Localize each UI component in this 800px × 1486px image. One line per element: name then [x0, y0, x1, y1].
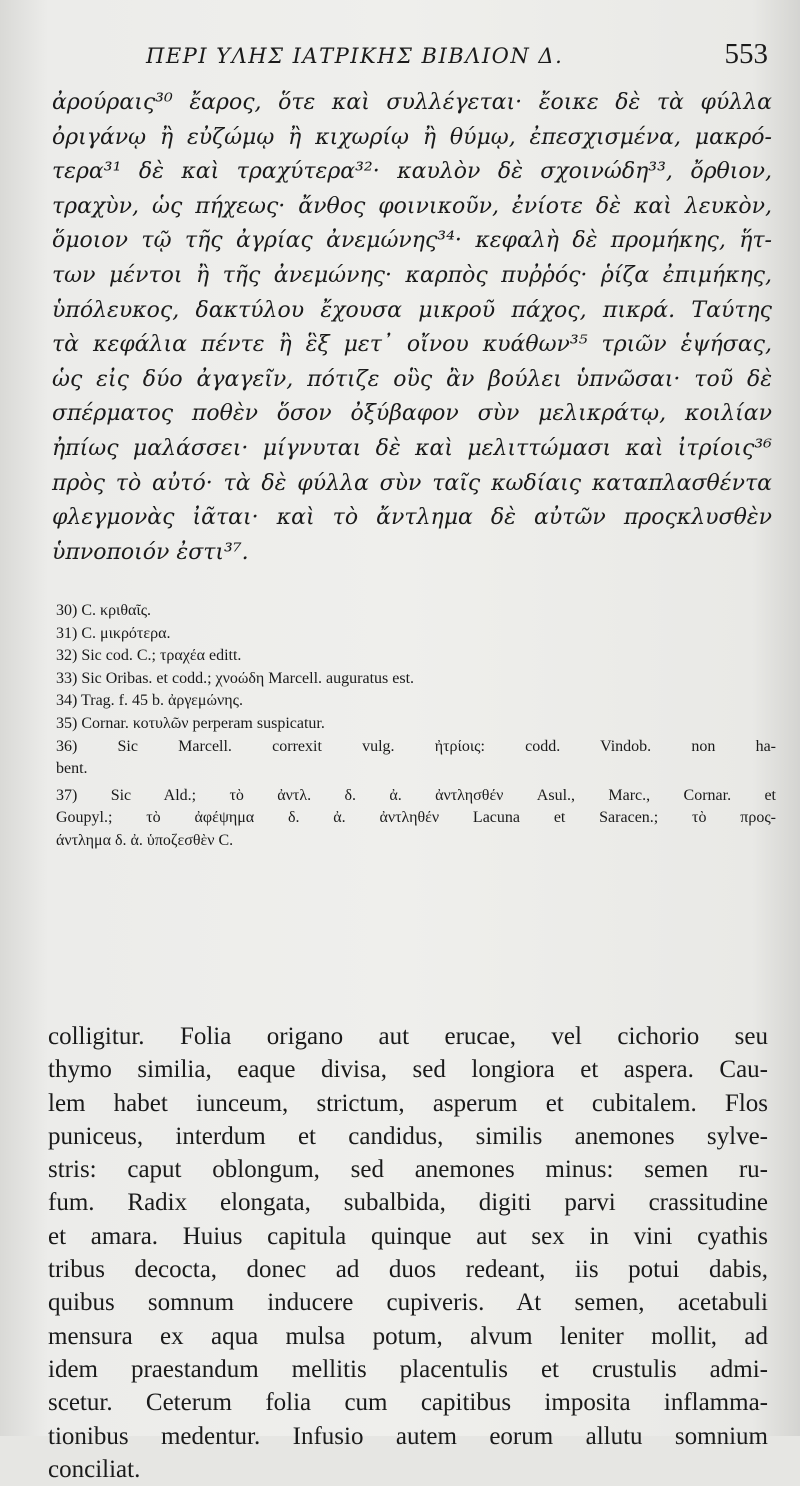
greek-line: ἠπίως μαλάσσει· μίγνυται δὲ καὶ μελιττώμασι καὶ ἰτρίοις³⁶ — [52, 435, 772, 461]
greek-line: τραχὺν, ὡς πήχεως· ἄνθος φοινικοῦν, ἐνίοτε δὲ καὶ λευκὸν, — [52, 193, 772, 219]
greek-line: σπέρματος ποθὲν ὅσον ὀξύβαφον σὺν μελικράτῳ, κοιλίαν — [52, 401, 772, 427]
latin-line: fum. Radix elongata, subalbida, digiti parvi crassitudine — [48, 1189, 768, 1217]
running-header — [140, 34, 768, 74]
latin-line: lem habet iunceum, strictum, asperum et cubitalem. Flos — [48, 1089, 768, 1117]
greek-line: ὑπνοποιόν ἐστι³⁷. — [52, 539, 249, 565]
footnote: 34) Trag. f. 45 b. ἀργεμώνης. — [56, 692, 243, 710]
footnote-continuation: άντλημα δ. ἀ. ὑποζεσθὲν C. — [56, 831, 234, 849]
footnote: 33) Sic Oribas. et codd.; χνοώδη Marcell. auguratus est. — [56, 669, 415, 687]
latin-text-block — [48, 1020, 768, 1486]
greek-line: τερα³¹ δὲ καὶ τραχύτερα³²· καυλὸν δὲ σχοινώδη³³, ὄρθιον, — [52, 159, 772, 185]
latin-line: scetur. Ceterum folia cum capitibus imposita inflamma- — [48, 1389, 768, 1417]
footnote: 31) C. μικρότερα. — [56, 624, 171, 642]
running-title: ΠΕΡΙ ΥΛΗΣ ΙΑΤΡΙΚΗΣ ΒΙΒΛΙΟΝ Δ. — [146, 44, 564, 68]
footnote: 35) Cornar. κοτυλῶν perperam suspicatur. — [56, 714, 325, 732]
greek-line: ὡς εἰς δύο ἀγαγεῖν, πότιζε οὓς ἂν βούλει ὑπνῶσαι· τοῦ δὲ — [52, 366, 772, 392]
latin-line: tionibus medentur. Infusio autem eorum allutu somnium — [48, 1422, 768, 1450]
latin-line: colligitur. Folia origano aut erucae, vel cichorio seu — [48, 1023, 768, 1050]
latin-line: et amara. Huius capitula quinque aut sex in vini cyathis — [48, 1222, 768, 1250]
footnote: 32) Sic cod. C.; τραχέα editt. — [56, 647, 242, 665]
footnote-continuation: Goupyl.; τὸ ἀφέψημα δ. ἀ. ἀντληθέν Lacuna et Saracen.; τὸ προς- — [56, 809, 776, 827]
latin-line: tribus decocta, donec ad duos redeant, iis potui dabis, — [48, 1256, 768, 1284]
footnote-continuation: bent. — [56, 760, 88, 778]
greek-line: ὅμοιον τῷ τῆς ἀγρίας ἀνεμώνης³⁴· κεφαλὴ δὲ προμήκης, ἥτ- — [52, 228, 772, 254]
footnotes — [56, 600, 776, 853]
latin-line: stris: caput oblongum, sed anemones minus: semen ru- — [48, 1156, 768, 1184]
greek-line: ἀρούραις³⁰ ἔαρος, ὅτε καὶ συλλέγεται· ἔοικε δὲ τὰ φύλλα — [52, 90, 772, 115]
greek-line: των μέντοι ἢ τῆς ἀνεμώνης· καρπὸς πυῤῥός· ῥίζα ἐπιμήκης, — [52, 262, 772, 288]
latin-line: puniceus, interdum et candidus, similis anemones sylve- — [48, 1122, 768, 1150]
footnote: 36) Sic Marcell. correxit vulg. ἠτρίοις: codd. Vindob. non ha- — [56, 737, 776, 755]
page-number: 553 — [724, 38, 768, 70]
greek-line: φλεγμονὰς ἰᾶται· καὶ τὸ ἄντλημα δὲ αὐτῶν προςκλυσθὲν — [52, 505, 772, 531]
latin-line: mensura ex aqua mulsa potum, alvum leniter mollit, ad — [48, 1322, 768, 1350]
latin-line: quibus somnum inducere cupiveris. At semen, acetabuli — [48, 1289, 768, 1317]
latin-line: thymo similia, eaque divisa, sed longiora et aspera. Cau- — [48, 1056, 768, 1084]
latin-line: conciliat. — [48, 1455, 141, 1483]
greek-line: ὑπόλευκος, δακτύλου ἔχουσα μικροῦ πάχος, πικρά. Ταύτης — [52, 297, 772, 323]
footnote: 37) Sic Ald.; τὸ ἀντλ. δ. ἀ. ἀντλησθέν Asul., Marc., Cornar. et — [56, 786, 776, 804]
footnote: 30) C. κριθαῖς. — [56, 602, 152, 619]
greek-line: τὰ κεφάλια πέντε ἢ ἓξ μετ᾽ οἴνου κυάθων³⁵ τριῶν ἑψήσας, — [52, 332, 772, 358]
greek-line: ὀριγάνῳ ἢ εὐζώμῳ ἢ κιχωρίῳ ἢ θύμῳ, ἐπεσχισμένα, μακρό- — [52, 124, 772, 150]
greek-text-block — [52, 86, 772, 570]
latin-line: idem praestandum mellitis placentulis et crustulis admi- — [48, 1355, 768, 1383]
greek-line: πρὸς τὸ αὐτό· τὰ δὲ φύλλα σὺν ταῖς κωδίαις καταπλασθέντα — [52, 470, 772, 496]
